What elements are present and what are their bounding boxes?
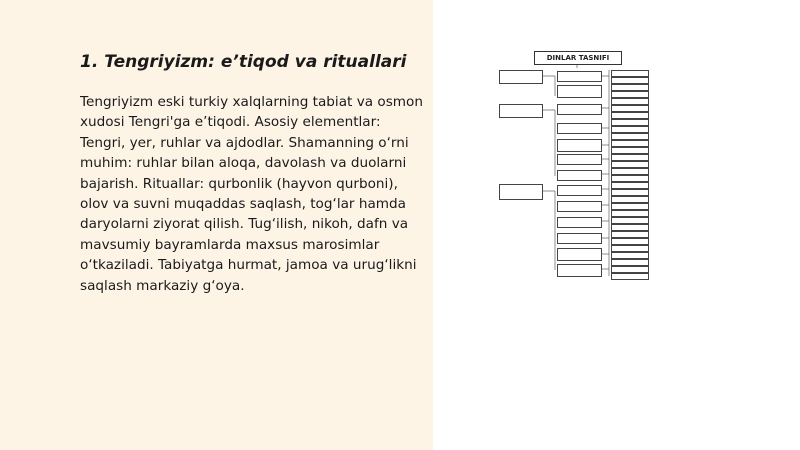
diagram-leaf-box: [611, 273, 649, 280]
diagram-leaf-box: [611, 84, 649, 91]
diagram-leaf-box: [611, 266, 649, 273]
diagram-leaf-box: [611, 245, 649, 252]
diagram-leaf-box: [611, 154, 649, 161]
diagram-leaf-box: [611, 252, 649, 259]
diagram-subcategory-box: [557, 201, 602, 212]
diagram-leaf-box: [611, 203, 649, 210]
diagram-leaf-box: [611, 217, 649, 224]
diagram-subcategory-box: [557, 123, 602, 134]
diagram-leaf-box: [611, 210, 649, 217]
diagram-leaf-box: [611, 126, 649, 133]
diagram-leaf-box: [611, 231, 649, 238]
diagram-subcategory-box: [557, 217, 602, 228]
diagram-leaf-box: [611, 259, 649, 266]
diagram-leaf-box: [611, 140, 649, 147]
diagram-subcategory-box: [557, 185, 602, 196]
diagram-leaf-box: [611, 168, 649, 175]
diagram-title: DINLAR TASNIFI: [534, 51, 622, 65]
diagram-leaf-box: [611, 91, 649, 98]
diagram-leaf-box: [611, 119, 649, 126]
diagram-subcategory-box: [557, 154, 602, 165]
diagram-subcategory-box: [557, 170, 602, 181]
diagram-subcategory-box: [557, 233, 602, 244]
religions-classification-diagram: [497, 48, 657, 280]
diagram-leaf-box: [611, 224, 649, 231]
diagram-leaf-box: [611, 175, 649, 182]
diagram-leaf-box: [611, 161, 649, 168]
diagram-leaf-box: [611, 196, 649, 203]
diagram-leaf-box: [611, 70, 649, 77]
diagram-leaf-box: [611, 182, 649, 189]
diagram-category-box: [499, 104, 543, 118]
diagram-leaf-box: [611, 77, 649, 84]
diagram-leaf-box: [611, 147, 649, 154]
diagram-category-box: [499, 70, 543, 84]
diagram-category-box: [499, 184, 543, 200]
diagram-leaf-box: [611, 189, 649, 196]
diagram-subcategory-box: [557, 264, 602, 277]
diagram-subcategory-box: [557, 139, 602, 152]
diagram-subcategory-box: [557, 85, 602, 98]
diagram-leaf-box: [611, 98, 649, 105]
diagram-leaf-box: [611, 133, 649, 140]
slide-title: 1. Tengriyizm: e’tiqod va rituallari: [80, 52, 407, 72]
diagram-subcategory-box: [557, 104, 602, 115]
diagram-leaf-box: [611, 238, 649, 245]
slide-body-text: Tengriyizm eski turkiy xalqlarning tabiat va osmon xudosi Tengri'ga e’tiqodi. Asosiy elementlar: Tengri, yer, ruhlar va ajdodlar. Shamanning o‘rni muhim: ruhlar bilan aloqa, davolash va duolarni bajarish. Rituallar: qurbonlik (hayvon qurboni), olov va suvni muqaddas saqlash, tog‘lar hamda daryolarni ziyorat qilish. Tug‘ilish, nikoh, dafn va mavsumiy bayramlarda maxsus marosimlar o‘tkaziladi. Tabiyatga hurmat, jamoa va urug‘likni saqlash markaziy g‘oya.: [80, 94, 423, 294]
diagram-leaf-box: [611, 105, 649, 112]
diagram-subcategory-box: [557, 248, 602, 261]
diagram-subcategory-box: [557, 71, 602, 82]
diagram-leaf-box: [611, 112, 649, 119]
